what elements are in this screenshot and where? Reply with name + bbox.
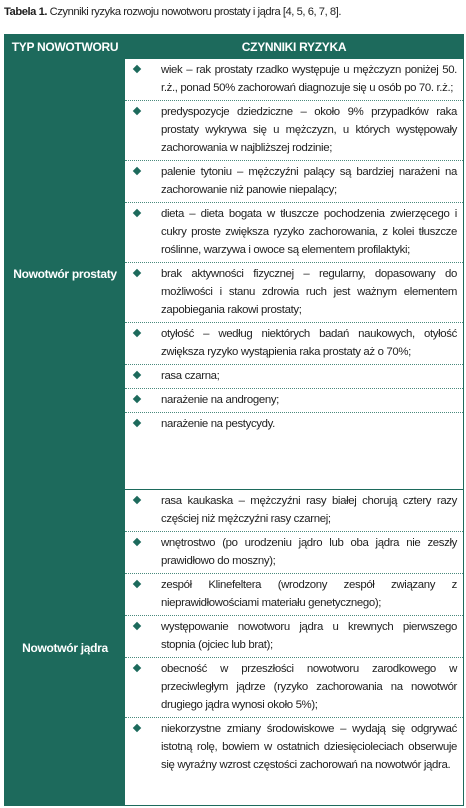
diamond-bullet-icon bbox=[133, 580, 141, 588]
list-item bbox=[125, 365, 463, 389]
table-caption bbox=[4, 4, 462, 20]
diamond-bullet-icon bbox=[133, 371, 141, 379]
list-item bbox=[125, 658, 463, 718]
list-item-text: niekorzystne zmiany środowiskowe – wydają się odgrywać istotną rolę, bowiem w ostatnich dziesięcioleciach obserwuje się wyraźny wzrost częstości zachorowań na nowotwór jądra. bbox=[161, 723, 457, 771]
list-item bbox=[125, 490, 463, 532]
list-item-text: narażenie na pestycydy. bbox=[161, 418, 275, 430]
diamond-bullet-icon bbox=[133, 329, 141, 337]
diamond-bullet-icon bbox=[133, 664, 141, 672]
list-item-text: rasa czarna; bbox=[161, 370, 220, 382]
diamond-bullet-icon bbox=[133, 65, 141, 73]
diamond-bullet-icon bbox=[133, 538, 141, 546]
list-item-text: brak aktywności fizycznej – regularny, dopasowany do możliwości i stanu zdrowia ruch jest ważnym elementem zapobiegania rakowi prostaty; bbox=[161, 268, 457, 316]
list-item-text: zespół Klinefeltera (wrodzony zespół związany z nieprawidłowościami materiału genetycznego); bbox=[161, 579, 457, 609]
category-prostate: Nowotwór prostaty bbox=[5, 59, 125, 489]
list-item-text: narażenie na androgeny; bbox=[161, 394, 279, 406]
list-item bbox=[125, 161, 463, 203]
diamond-bullet-icon bbox=[133, 395, 141, 403]
list-item bbox=[125, 616, 463, 658]
list-item bbox=[125, 59, 463, 101]
header-tumor-type: TYP NOWOTWORU bbox=[11, 40, 119, 54]
diamond-bullet-icon bbox=[133, 209, 141, 217]
diamond-bullet-icon bbox=[133, 107, 141, 115]
diamond-bullet-icon bbox=[133, 724, 141, 732]
list-item bbox=[125, 532, 463, 574]
list-item-text: rasa kaukaska – mężczyźni rasy białej chorują cztery razy częściej niż mężczyźni rasy czarnej; bbox=[161, 495, 457, 525]
header-risk-factors: CZYNNIKI RYZYKA bbox=[241, 40, 347, 54]
list-item-text: występowanie nowotworu jądra u krewnych pierwszego stopnia (ojciec lub brat); bbox=[161, 621, 457, 651]
list-item-text: otyłość – według niektórych badań naukowych, otyłość zwiększa ryzyko wystąpienia raka prostaty aż o 70%; bbox=[161, 328, 457, 358]
list-item-text: wnętrostwo (po urodzeniu jądro lub oba jądra nie zeszły prawidłowo do moszny); bbox=[161, 537, 457, 567]
table-caption-label: Tabela 1. bbox=[4, 6, 47, 18]
list-item bbox=[125, 574, 463, 616]
list-item-text: palenie tytoniu – mężczyźni palący są bardziej narażeni na zachorowanie niż panowie niepalący; bbox=[161, 166, 457, 196]
list-item bbox=[125, 718, 463, 777]
section-prostate bbox=[5, 59, 463, 489]
testis-risk-list bbox=[125, 490, 463, 777]
list-item bbox=[125, 203, 463, 263]
diamond-bullet-icon bbox=[133, 496, 141, 504]
risk-factors-table bbox=[4, 34, 464, 806]
diamond-bullet-icon bbox=[133, 419, 141, 427]
list-item-text: predyspozycje dziedziczne – około 9% przypadków raka prostaty wykrywa się u mężczyzn, u których występowały zachorowania w najbliższej rodzinie; bbox=[161, 106, 457, 154]
table-header bbox=[5, 35, 463, 59]
list-item bbox=[125, 323, 463, 365]
table-caption-text: Czynniki ryzyka rozwoju nowotworu prostaty i jądra [4, 5, 6, 7, 8]. bbox=[47, 6, 341, 18]
list-item bbox=[125, 413, 463, 436]
section-testis bbox=[5, 490, 463, 805]
diamond-bullet-icon bbox=[133, 269, 141, 277]
list-item bbox=[125, 263, 463, 323]
diamond-bullet-icon bbox=[133, 622, 141, 630]
list-item-text: wiek – rak prostaty rzadko występuje u mężczyzn poniżej 50. r.ż., ponad 50% zachorowań diagnozuje się u osób po 70. r.ż.; bbox=[161, 64, 457, 94]
prostate-risk-list bbox=[125, 59, 463, 436]
category-testis: Nowotwór jądra bbox=[5, 490, 125, 805]
list-item-text: dieta – dieta bogata w tłuszcze pochodzenia zwierzęcego i cukry proste zwiększa ryzyko zachorowania, z kolei tłuszcze roślinne, warzywa i owoce są elementem profilaktyki; bbox=[161, 208, 457, 256]
diamond-bullet-icon bbox=[133, 167, 141, 175]
list-item bbox=[125, 101, 463, 161]
list-item bbox=[125, 389, 463, 413]
list-item-text: obecność w przeszłości nowotworu zarodkowego w przeciwległym jądrze (ryzyko zachorowania na nowotwór drugiego jądra wynosi około 5%); bbox=[161, 663, 457, 711]
